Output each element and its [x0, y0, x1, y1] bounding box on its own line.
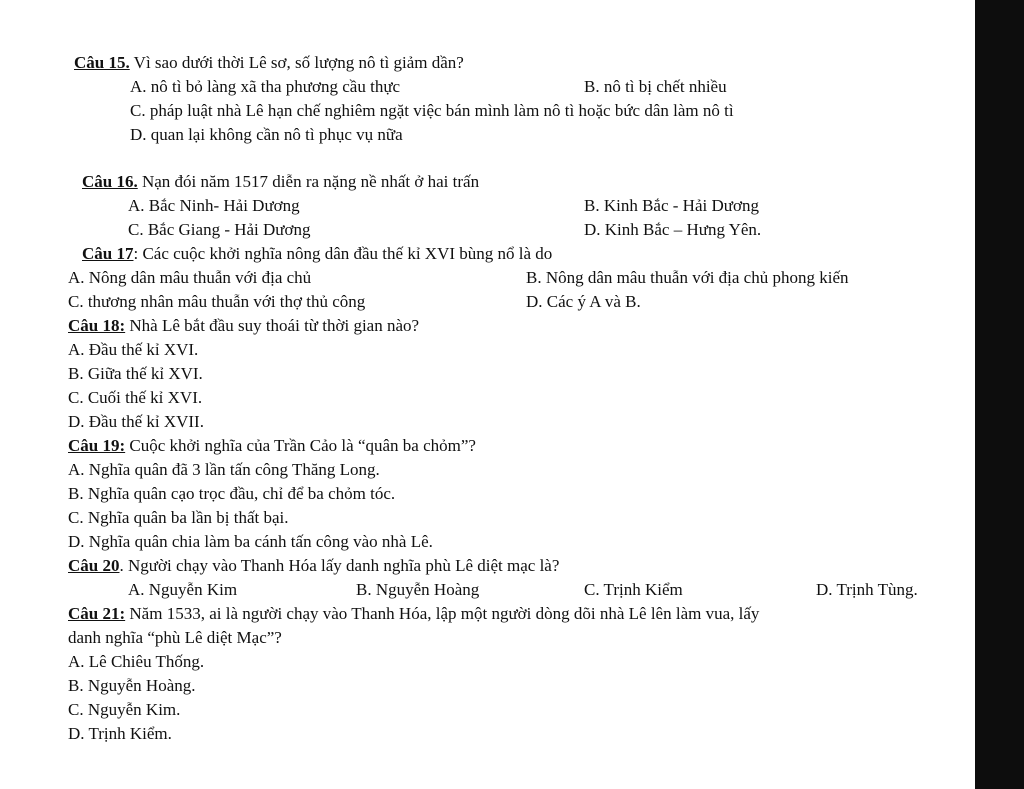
q16-option-c: C. Bắc Giang - Hải Dương [128, 220, 311, 239]
q17-option-b: B. Nông dân mâu thuẫn với địa chủ phong kiến [526, 268, 849, 287]
question-text: Nhà Lê bắt đầu suy thoái từ thời gian nào? [125, 316, 420, 335]
q18-option-c: C. Cuối thế kỉ XVI. [68, 388, 203, 407]
q20-option-c: C. Trịnh Kiểm [584, 580, 683, 599]
question-number: Câu 18: [68, 316, 126, 335]
q15-option-a: A. nô tì bỏ làng xã tha phương cầu thực [130, 77, 401, 96]
question-21-stem-continued: danh nghĩa “phù Lê diệt Mạc”? [68, 628, 282, 647]
q17-option-c: C. thương nhân mâu thuẫn với thợ thủ công [68, 292, 366, 311]
question-text: . Người chạy vào Thanh Hóa lấy danh nghĩa phù Lê diệt mạc là? [119, 556, 560, 575]
q15-option-d: D. quan lại không cần nô tì phục vụ nữa [130, 125, 403, 144]
question-number: Câu 15. [74, 53, 130, 72]
question-text: Cuộc khởi nghĩa của Trần Cảo là “quân ba chỏm”? [125, 436, 476, 455]
question-text: : Các cuộc khởi nghĩa nông dân đầu thế kỉ XVI bùng nổ là do [133, 244, 553, 263]
q19-option-a: A. Nghĩa quân đã 3 lần tấn công Thăng Long. [68, 460, 380, 479]
question-text: Nạn đói năm 1517 diễn ra nặng nề nhất ở hai trấn [137, 172, 480, 191]
question-19-stem [68, 435, 476, 457]
question-number: Câu 16. [82, 172, 138, 191]
question-20-stem [68, 555, 559, 577]
question-number: Câu 20 [68, 556, 120, 575]
q15-option-c: C. pháp luật nhà Lê hạn chế nghiêm ngặt việc bán mình làm nô tì hoặc bức dân làm nô tì [130, 101, 734, 120]
q19-option-c: C. Nghĩa quân ba lần bị thất bại. [68, 508, 289, 527]
question-16-stem [82, 171, 479, 193]
question-15-stem [74, 52, 464, 74]
question-number: Câu 19: [68, 436, 126, 455]
q19-option-d: D. Nghĩa quân chia làm ba cánh tấn công vào nhà Lê. [68, 532, 433, 551]
q16-option-a: A. Bắc Ninh- Hải Dương [128, 196, 300, 215]
q21-option-c: C. Nguyễn Kim. [68, 700, 181, 719]
q20-option-d: D. Trịnh Tùng. [816, 580, 918, 599]
q17-option-d: D. Các ý A và B. [526, 292, 641, 311]
q20-option-b: B. Nguyễn Hoàng [356, 580, 480, 599]
question-21-stem [68, 603, 759, 625]
dark-edge-border [975, 0, 1024, 789]
question-number: Câu 21: [68, 604, 126, 623]
q21-option-b: B. Nguyễn Hoàng. [68, 676, 196, 695]
question-number: Câu 17 [82, 244, 134, 263]
q18-option-b: B. Giữa thế kỉ XVI. [68, 364, 203, 383]
q16-option-b: B. Kinh Bắc - Hải Dương [584, 196, 759, 215]
q18-option-a: A. Đầu thế kỉ XVI. [68, 340, 199, 359]
question-17-stem [82, 243, 552, 265]
q21-option-a: A. Lê Chiêu Thống. [68, 652, 205, 671]
q21-option-d: D. Trịnh Kiểm. [68, 724, 172, 743]
q17-option-a: A. Nông dân mâu thuẫn với địa chủ [68, 268, 312, 287]
question-text: Vì sao dưới thời Lê sơ, số lượng nô tì giảm dần? [129, 53, 464, 72]
q18-option-d: D. Đầu thế kỉ XVII. [68, 412, 204, 431]
q20-option-a: A. Nguyễn Kim [128, 580, 238, 599]
q15-option-b: B. nô tì bị chết nhiều [584, 77, 727, 96]
q16-option-d: D. Kinh Bắc – Hưng Yên. [584, 220, 762, 239]
q19-option-b: B. Nghĩa quân cạo trọc đầu, chỉ để ba chỏm tóc. [68, 484, 396, 503]
question-18-stem [68, 315, 419, 337]
question-text: Năm 1533, ai là người chạy vào Thanh Hóa, lập một người dòng dõi nhà Lê lên làm vua, lấy [125, 604, 760, 623]
